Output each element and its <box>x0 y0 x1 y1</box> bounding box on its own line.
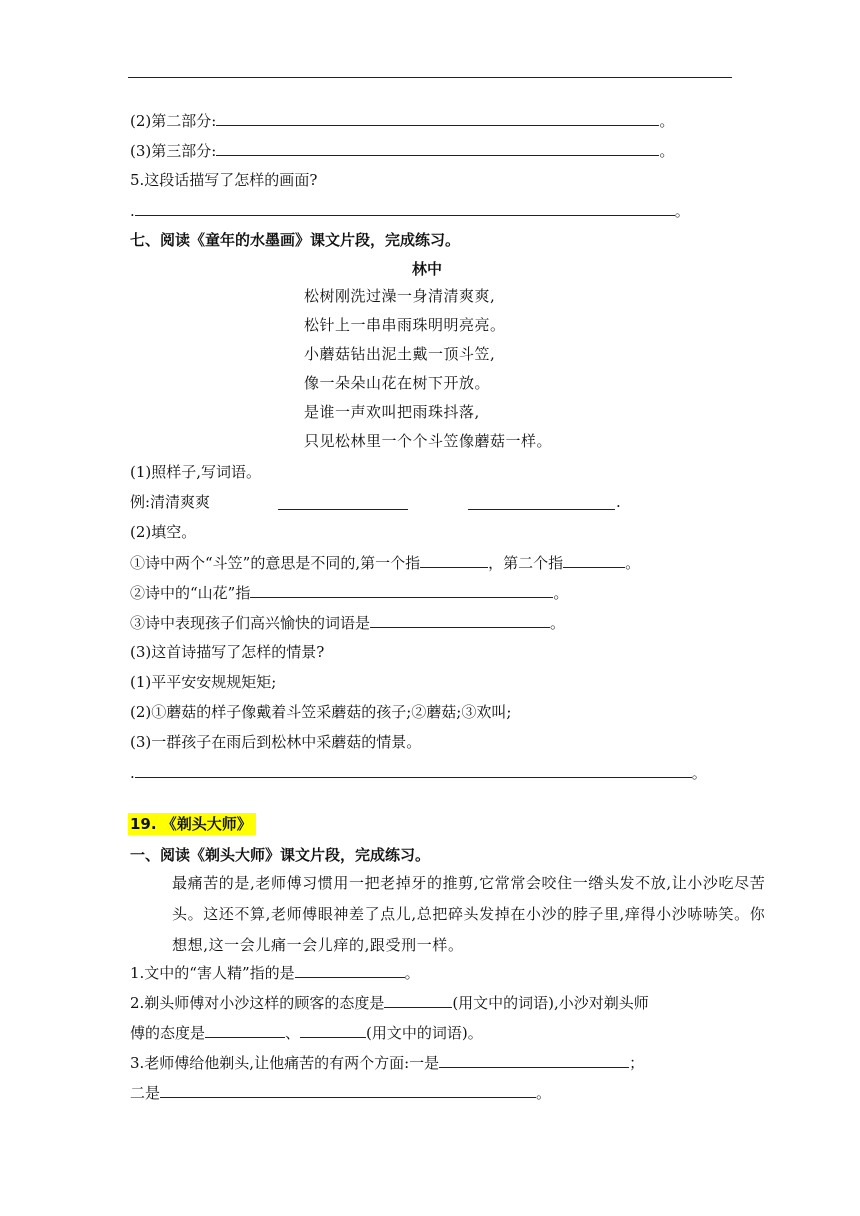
s7-q3-label: (3)这首诗描写了怎样的情景? <box>130 643 325 661</box>
part2-answer-blank[interactable] <box>216 110 659 126</box>
section7-heading: 七、阅读《童年的水墨画》课文片段，完成练习。 <box>130 231 461 249</box>
poem-line: 松树刚洗过澡一身清清爽爽, <box>304 287 496 305</box>
s7-q1-example: 例:清清爽爽 <box>130 493 211 511</box>
s7-q1-blank-1[interactable] <box>278 494 408 510</box>
s7-final-answer-blank[interactable] <box>135 762 692 778</box>
part2-label: (2)第二部分: <box>130 112 217 130</box>
poem-title: 林中 <box>412 260 443 278</box>
s7-q2-c-blank[interactable] <box>370 612 550 628</box>
l19-q2-blank-2[interactable] <box>205 1022 285 1038</box>
s7-answer-1: (1)平平安安规规矩矩; <box>130 673 277 691</box>
l19-q3-blank-1[interactable] <box>439 1052 629 1068</box>
s7-q2-a-blank-2[interactable] <box>563 552 625 568</box>
s7-answer-3: (3)一群孩子在雨后到松林中采蘑菇的情景。 <box>130 733 422 751</box>
s7-final-answer-row: . 。 <box>130 764 707 782</box>
s7-q2-label: (2)填空。 <box>130 523 197 541</box>
part3-answer-blank[interactable] <box>216 140 659 156</box>
s7-q2-a-blank-1[interactable] <box>420 552 488 568</box>
poem-line: 像一朵朵山花在树下开放。 <box>304 374 491 392</box>
l19-q1-blank[interactable] <box>295 962 405 978</box>
s7-answer-2: (2)①蘑菇的样子像戴着斗笠采蘑菇的孩子;②蘑菇;③欢叫; <box>130 703 512 721</box>
l19-q2-line2: 傅的态度是 、 (用文中的词语)。 <box>130 1024 483 1042</box>
s7-q1-label: (1)照样子,写词语。 <box>130 463 262 481</box>
poem-line: 松针上一串串雨珠明明亮亮。 <box>304 316 506 334</box>
q5-label: 5.这段话描写了怎样的画面? <box>130 171 318 189</box>
s7-q2-b-blank[interactable] <box>250 582 553 598</box>
part3-label: (3)第三部分: <box>130 142 217 160</box>
l19-q1: 1.文中的“害人精”指的是 。 <box>130 964 420 982</box>
part3-question: (3)第三部分: 。 <box>130 142 675 160</box>
s7-q2-a: ①诗中两个“斗笠”的意思是不同的,第一个指 ，第二个指 。 <box>130 554 641 572</box>
s7-q2-b: ②诗中的“山花”指 。 <box>130 584 569 602</box>
lesson19-heading: 一、阅读《剃头大师》课文片段，完成练习。 <box>130 846 431 864</box>
l19-q2-blank-3[interactable] <box>300 1022 366 1038</box>
l19-q3-line1: 3.老师傅给他剃头,让他痛苦的有两个方面:一是 ； <box>130 1054 645 1072</box>
part2-question: (2)第二部分: 。 <box>130 112 675 130</box>
q5-answer-blank[interactable] <box>135 200 675 216</box>
poem-line: 只见松林里一个个斗笠像蘑菇一样。 <box>304 432 553 450</box>
lesson19-passage: 最痛苦的是,老师傅习惯用一把老掉牙的推剪,它常常会咬住一绺头发不放,让小沙吃尽苦头。这还不算,老师傅眼神差了点儿,总把碎头发掉在小沙的脖子里,痒得小沙哧哧笑。你想想,这一会儿痛一会儿痒的,跟受刑一样。 <box>172 874 766 954</box>
worksheet-page: (2)第二部分: 。 (3)第三部分: 。 5.这段话描写了怎样的画面? . 。 七、阅读《童年的水墨画》课文片段，完成练习。 林中 松树刚洗过澡一身清清爽爽, 松针上一串串雨珠明明亮亮。 小蘑菇钻出泥土戴一顶斗笠, 像一朵朵山花在树下开放。 是谁一声欢叫把雨珠抖落, 只见松林里一个个斗笠像蘑菇一样。 (1)照样子,写词语。 例:清清爽爽 . (2)填空。 ①诗中两个“斗笠”的意思是不同的,第一个指 ，第二个指 。 ②诗中的“山花”指 。 ③诗中表现孩子们高兴愉快的词语是 。 (3)这首诗描写了怎样的情景? (1)平平安安规规矩矩; (2)①蘑菇的样子像戴着斗笠采蘑菇的孩子;②蘑菇;③欢叫; (3)一群孩子在雨后到松林中采蘑菇的情景。 . 。 19. 《剃头大师》 一、阅读《剃头大师》课文片段，完成练习。 最痛苦的是,老师傅习惯用一把老掉牙的推剪,它常常会咬住一绺头发不放,让小沙吃尽苦头。这还不算,老师傅眼神差了点儿,总把碎头发掉在小沙的脖子里,痒得小沙哧哧笑。你想想,这一会儿痛一会儿痒的,跟受刑一样。 1.文中的“害人精”指的是 。 2.剃头师傅对小沙这样的顾客的态度是 (用文中的词语),小沙对剃头师 傅的态度是 、 (用文中的词语)。 3.老师傅给他剃头,让他痛苦的有两个方面:一是 ； 二是 。 <box>0 0 860 1216</box>
l19-q2-line1: 2.剃头师傅对小沙这样的顾客的态度是 (用文中的词语),小沙对剃头师 <box>130 994 649 1012</box>
poem-line: 小蘑菇钻出泥土戴一顶斗笠, <box>304 345 496 363</box>
q5-answer-row: . 。 <box>130 202 690 220</box>
poem-line: 是谁一声欢叫把雨珠抖落, <box>304 403 480 421</box>
s7-q2-c: ③诗中表现孩子们高兴愉快的词语是 。 <box>130 614 566 632</box>
l19-q2-blank-1[interactable] <box>384 992 452 1008</box>
header-rule <box>128 77 732 78</box>
l19-q3-line2: 二是 。 <box>130 1084 552 1102</box>
l19-q3-blank-2[interactable] <box>160 1082 536 1098</box>
s7-q1-blank-2[interactable] <box>468 494 615 510</box>
lesson19-title: 19. 《剃头大师》 <box>128 814 256 836</box>
